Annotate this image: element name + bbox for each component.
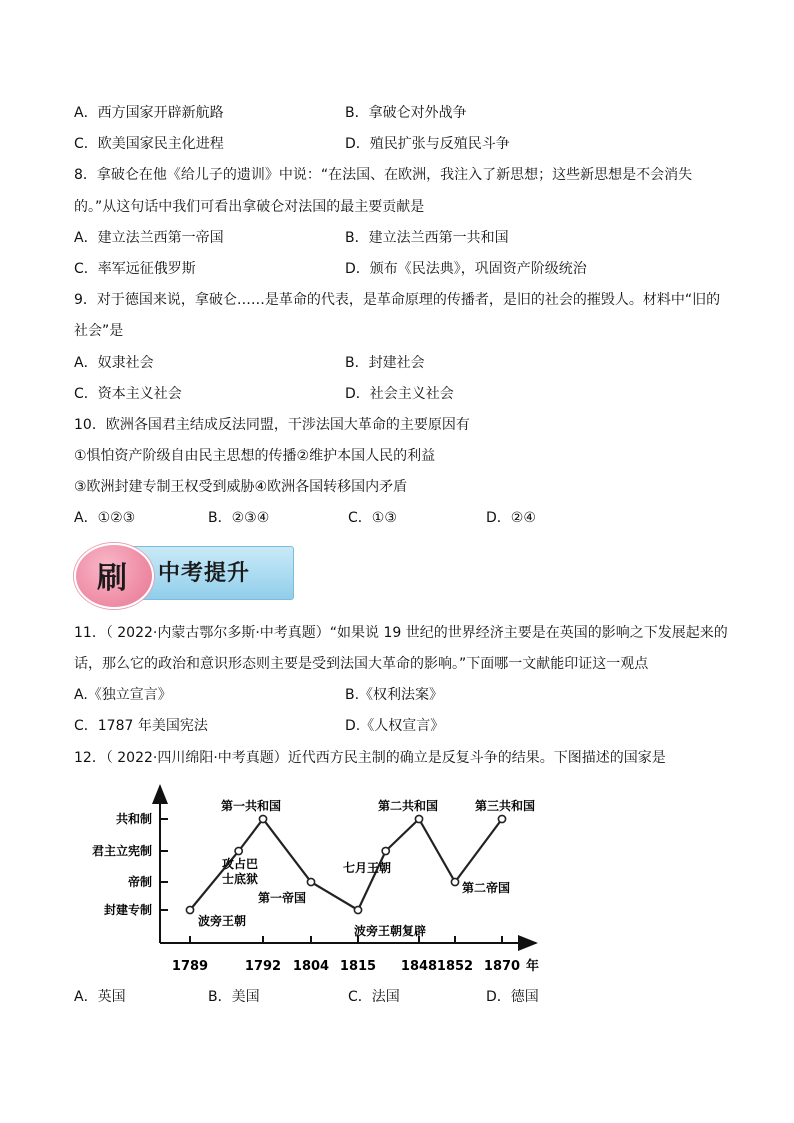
q9-option-d: D．社会主义社会: [345, 386, 454, 402]
q8-option-a: A．建立法兰西第一帝国: [74, 230, 224, 246]
y-tick-label: 封建专制: [103, 903, 152, 917]
q8-stem-line2: 的。”从这句话中我们可看出拿破仑对法国的最主要贡献是: [74, 199, 425, 215]
x-tick-label: 1792: [244, 959, 282, 974]
x-tick-label: 1815: [339, 959, 377, 974]
q12-option-a: A．英国: [74, 989, 126, 1005]
q11-option-d: D.《人权宣言》: [345, 718, 445, 734]
q11-stem-line1: 11．（ 2022·内蒙古鄂尔多斯·中考真题）“如果说 19 世纪的世界经济主要是在英国的影响之下发展起来的: [74, 625, 728, 641]
q10-option-a: A．①②③: [74, 510, 136, 526]
q8-option-d: D．颁布《民法典》，巩固资产阶级统治: [345, 261, 587, 277]
x-tick-label: 1804: [292, 959, 330, 974]
data-point: [451, 878, 458, 885]
anno-bastille-2: 士底狱: [222, 872, 259, 886]
q10-option-c: C．①③: [348, 510, 397, 526]
q10-stem-line2: ①惧怕资产阶级自由民主思想的传播②维护本国人民的利益: [74, 448, 436, 464]
anno-second-empire: 第二帝国: [462, 881, 511, 895]
x-tick-label: 1852: [436, 959, 474, 974]
x-tick-label: 1789: [171, 959, 209, 974]
x-tick-label: 1848: [400, 959, 438, 974]
anno-july: 七月王朝: [343, 861, 392, 875]
banner-title: 中考提升: [158, 560, 251, 586]
section-banner: [74, 543, 294, 605]
data-point: [307, 878, 314, 885]
q7-option-d: D．殖民扩张与反殖民斗争: [345, 136, 510, 152]
q10-stem-line3: ③欧洲封建专制王权受到威胁④欧洲各国转移国内矛盾: [74, 479, 408, 495]
q10-option-b: B．②③④: [208, 510, 270, 526]
data-point: [415, 815, 422, 822]
y-tick-label: 共和制: [115, 812, 152, 826]
q9-option-a: A．奴隶社会: [74, 355, 154, 371]
q12-stem-line1: 12．（ 2022·四川绵阳·中考真题）近代西方民主制的确立是反复斗争的结果。下图描述的国家是: [74, 750, 666, 766]
data-point: [186, 906, 193, 913]
q8-stem-line1: 8．拿破仑在他《给儿子的遗训》中说：“在法国、在欧洲，我注入了新思想；这些新思想是不会消失: [74, 167, 693, 183]
q11-option-a: A.《独立宣言》: [74, 687, 172, 703]
q9-stem-line1: 9．对于德国来说，拿破仑……是革命的代表，是革命原理的传播者，是旧的社会的摧毁人。材料中“旧的: [74, 292, 721, 308]
anno-first-empire: 第一帝国: [258, 891, 307, 905]
data-point: [382, 847, 389, 854]
q8-option-c: C．率军远征俄罗斯: [74, 261, 196, 277]
anno-bourbon: 波旁王朝: [198, 914, 247, 928]
q7-option-a: A．西方国家开辟新航路: [74, 105, 224, 121]
anno-bastille-1: 攻占巴: [222, 857, 259, 871]
q9-stem-line2: 社会”是: [74, 323, 124, 339]
regime-chart: [70, 780, 550, 980]
anno-second-republic: 第二共和国: [378, 799, 439, 813]
anno-first-republic: 第一共和国: [221, 799, 282, 813]
q10-stem-line1: 10．欧洲各国君主结成反法同盟，干涉法国大革命的主要原因有: [74, 417, 470, 433]
y-tick-label: 帝制: [127, 875, 152, 889]
x-unit: 年: [526, 959, 540, 974]
data-point: [259, 815, 266, 822]
q12-option-d: D．德国: [486, 989, 539, 1005]
q10-option-d: D．②④: [486, 510, 536, 526]
banner-mark: 刷: [97, 561, 127, 596]
q9-option-b: B．封建社会: [345, 355, 425, 371]
x-tick-label: 1870: [483, 959, 521, 974]
q11-option-b: B.《权利法案》: [345, 687, 444, 703]
data-point: [354, 906, 361, 913]
q12-option-c: C．法国: [348, 989, 400, 1005]
anno-third-republic: 第三共和国: [475, 799, 536, 813]
q11-option-c: C．1787 年美国宪法: [74, 718, 208, 734]
q7-option-b: B．拿破仑对外战争: [345, 105, 467, 121]
data-point: [235, 847, 242, 854]
q9-option-c: C．资本主义社会: [74, 386, 182, 402]
q11-stem-line2: 话，那么它的政治和意识形态则主要是受到法国大革命的影响。”下面哪一文献能印证这一观点: [74, 656, 649, 672]
q8-option-b: B．建立法兰西第一共和国: [345, 230, 509, 246]
data-point: [498, 815, 505, 822]
q12-option-b: B．美国: [208, 989, 260, 1005]
anno-restoration: 波旁王朝复辟: [354, 924, 427, 938]
q7-option-c: C．欧美国家民主化进程: [74, 136, 224, 152]
y-tick-label: 君主立宪制: [91, 844, 152, 858]
